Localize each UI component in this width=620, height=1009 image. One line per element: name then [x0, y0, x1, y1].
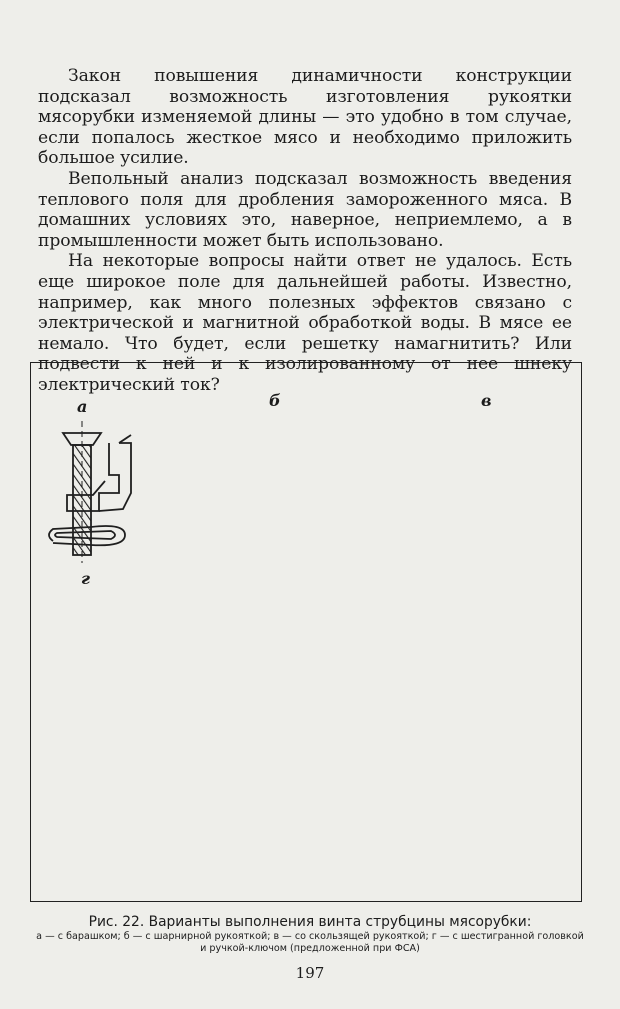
paragraph-3: На некоторые вопросы найти ответ не удалось. Есть еще широкое поле для дальнейшей работы. Известно, например, как много полезных эффектов связано с электрической и магнитной обработкой воды. В мясе ее немало. Что будет, если решетку намагнитить? Или подвести к ней и к изолированному от нее шнеку электрический ток? [38, 251, 572, 395]
body-text [38, 66, 572, 396]
clamp-drawings [31, 363, 583, 903]
caption-legend: а — с барашком; б — с шарнирной рукояткой; в — со скользящей рукояткой; г — с шестигранной головкой и ручкой-ключом (предложенной при ФСА) [36, 931, 584, 954]
figure-caption [36, 914, 584, 955]
paragraph-2: Вепольный анализ подсказал возможность введения теплового поля для дробления замороженного мяса. В домашних условиях это, наверное, неприемлемо, а в промышленности может быть использовано. [38, 168, 572, 251]
caption-title: Рис. 22. Варианты выполнения винта струбцины мясорубки: [88, 914, 532, 930]
variant-a-drawing [49, 421, 131, 563]
label-v: в [481, 391, 492, 410]
label-g: г [81, 569, 90, 588]
figure-22 [30, 362, 582, 902]
paragraph-1: Закон повышения динамичности конструкции подсказал возможность изготовления рукоятки мясорубки изменяемой длины — это удобно в том случае, если попалось жесткое мясо и необходимо приложить большое усилие. [38, 66, 572, 169]
label-b: б [269, 391, 281, 410]
page-number: 197 [295, 964, 325, 982]
label-a: а [77, 397, 88, 416]
